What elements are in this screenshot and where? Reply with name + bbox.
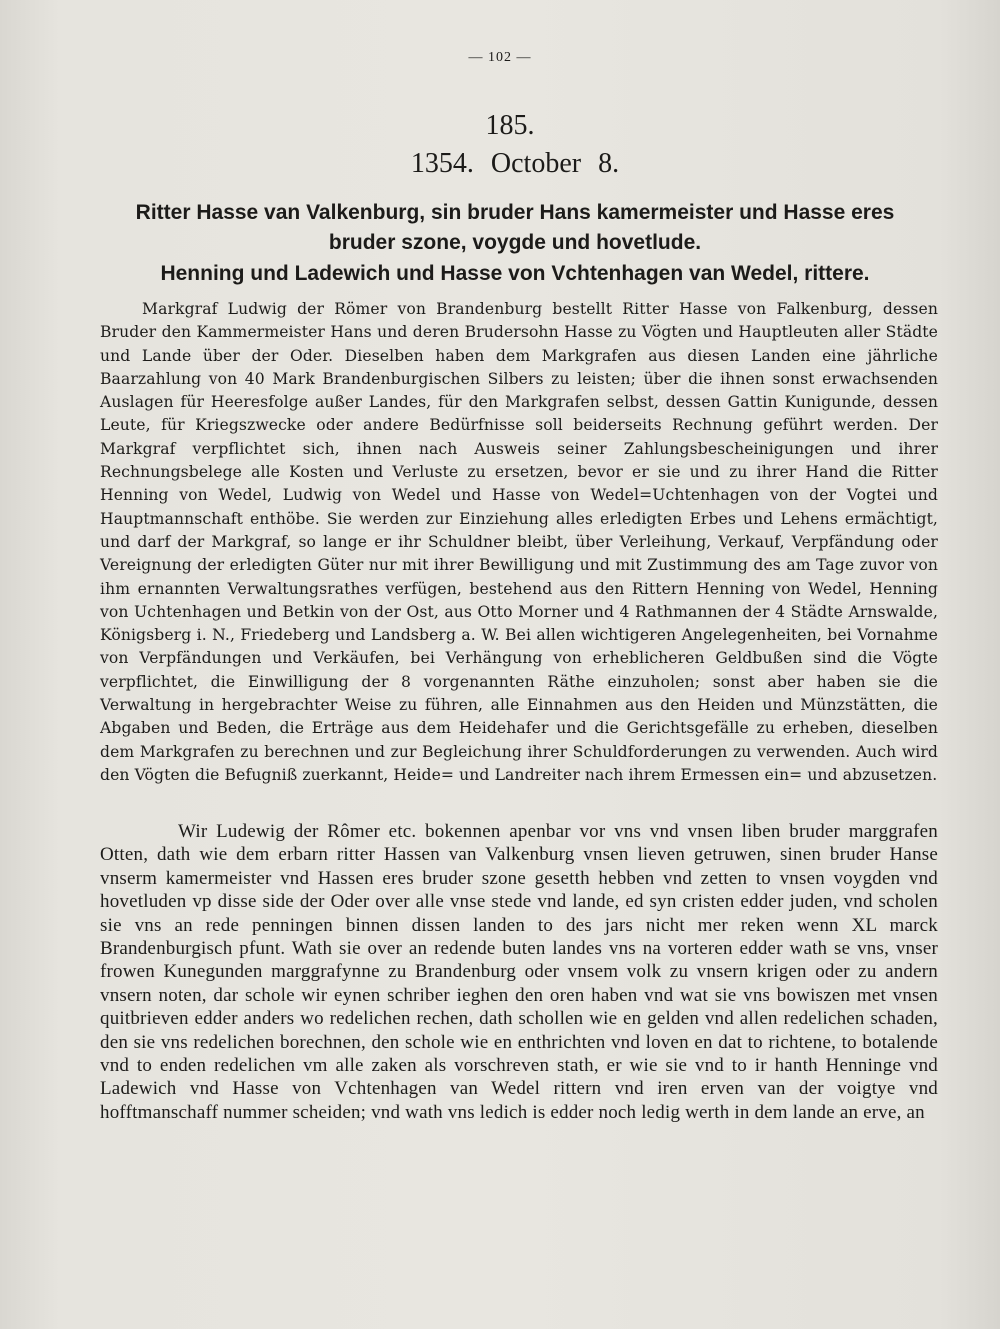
document-heading: Ritter Hasse van Valkenburg, sin bruder Hans kamermeister und Hasse eres bruder szone, voygde und hovetlude. [135,201,895,254]
document-subheading: Henning und Ladewich und Hasse von Vchtenhagen van Wedel, rittere. [160,262,870,285]
document-date: 1354. October 8. [410,148,620,179]
source-text-paragraph: Wir Ludewig der Rômer etc. bokennen apenbar vor vns vnd vnsen liben bruder marggrafen Otten, dath wie dem erbarn ritter Hassen van Valkenburg vnsen lieven getruwen, sinen bruder Hanse vnserm kamermeister vnd Hassen eres bruder szone gesetth hebben vnd zetten to vnsen voygden vnd hovetluden vp disse side der Oder over alle vnse stede vnd lande, ed syn cristen edder juden, vnd scholen sie vns an rede penningen binnen dissen landen to des jars nicht mer reken wenn XL marck Brandenburgisch pfunt. Wath sie over an redende buten landes vns na vorteren edder wath se vns, vnser frowen Kunegunden marggrafynne zu Brandenburg oder vnsem volk zu vnsern krigen oder zu andern vnsern noten, dar schole wir eynen schriber ieghen den oren haben vnd wat sie vns bowiszen met vnsen quitbrieven edder anders wo redelichen rechen, dath schollen wie en gelden vnd allen redelichen schaden, den sie vns redelichen borechnen, den schole wie en enthrichten vnd loven en dat to richtene, to botalende vnd to enden redelichen vm alle zaken als vorschreven stath, er wie sie vnd to ir hanth Henninge vnd Ladewich vnd Hasse von Vchtenhagen van Wedel rittern vnd iren erven van der voigtye vnd hofftmanschaff nummer scheiden; vnd wath vns ledich is edder noch ledig werth in dem lande an erve, an [100,821,938,1123]
regest-summary-paragraph: Markgraf Ludwig der Römer von Brandenburg bestellt Ritter Hasse von Falkenburg, dessen Bruder den Kammermeister Hans und deren Brudersohn Hasse zu Vögten und Hauptleuten aller Städte und Lande über der Oder. Dieselben haben dem Markgrafen aus diesen Landen eine jährliche Baarzahlung von 40 Mark Brandenburgischen Silbers zu leisten; über die ihnen sonst erwachsenden Auslagen für Heeresfolge außer Landes, für den Markgrafen selbst, dessen Gattin Kunigunde, dessen Leute, für Kriegszwecke oder andere Bedürfnisse soll beiderseits Rechnung geführt werden. Der Markgraf verpflichtet sich, ihnen nach Ausweis seiner Zahlungsbescheinigungen und ihrer Rechnungsbelege alle Kosten und Verluste zu ersetzen, bevor er sie und zu ihrer Hand die Ritter Henning von Wedel, Ludwig von Wedel und Hasse von Wedel=Uchtenhagen von der Vogtei und Hauptmannschaft enthöbe. Sie werden zur Einziehung alles erledigten Erbes und Lehens ermächtigt, und darf der Markgraf, so lange er ihr Schuldner bleibt, über Verleihung, Verkauf, Verpfändung oder Vereignung der erledigten Güter nur mit ihrer Bewilligung und mit Zustimmung des am Tage zuvor von ihm ernannten Verwaltungsrathes verfügen, bestehend aus den Rittern Henning von Wedel, Henning von Uchtenhagen und Betkin von der Ost, aus Otto Morner und 4 Rathmannen der 4 Städte Arnswalde, Königsberg i. N., Friedeberg und Landsberg a. W. Bei allen wichtigeren Angelegenheiten, bei Vornahme von Verpfändungen und Verkäufen, bei Verhängung von erheblicheren Geldbußen sind die Vögte verpflichtet, die Einwilligung der 8 vorgenannten Räthe einzuholen; sonst aber haben sie die Verwaltung in hergebrachter Weise zu führen, alle Einnahmen aus den Heiden und Münzstätten, die Abgaben und Beden, die Erträge aus dem Heidehafer und die Gerichtsgefälle zu erheben, dieselben dem Markgrafen zu berechnen und zur Begleichung ihrer Schuldforderungen zu verwenden. Auch wird den Vögten die Befugniß zuerkannt, Heide= und Landreiter nach ihrem Ermessen ein= und abzusetzen. [100,300,938,784]
page-number: — 102 — [468,50,532,65]
document-number: 185. [485,110,535,141]
